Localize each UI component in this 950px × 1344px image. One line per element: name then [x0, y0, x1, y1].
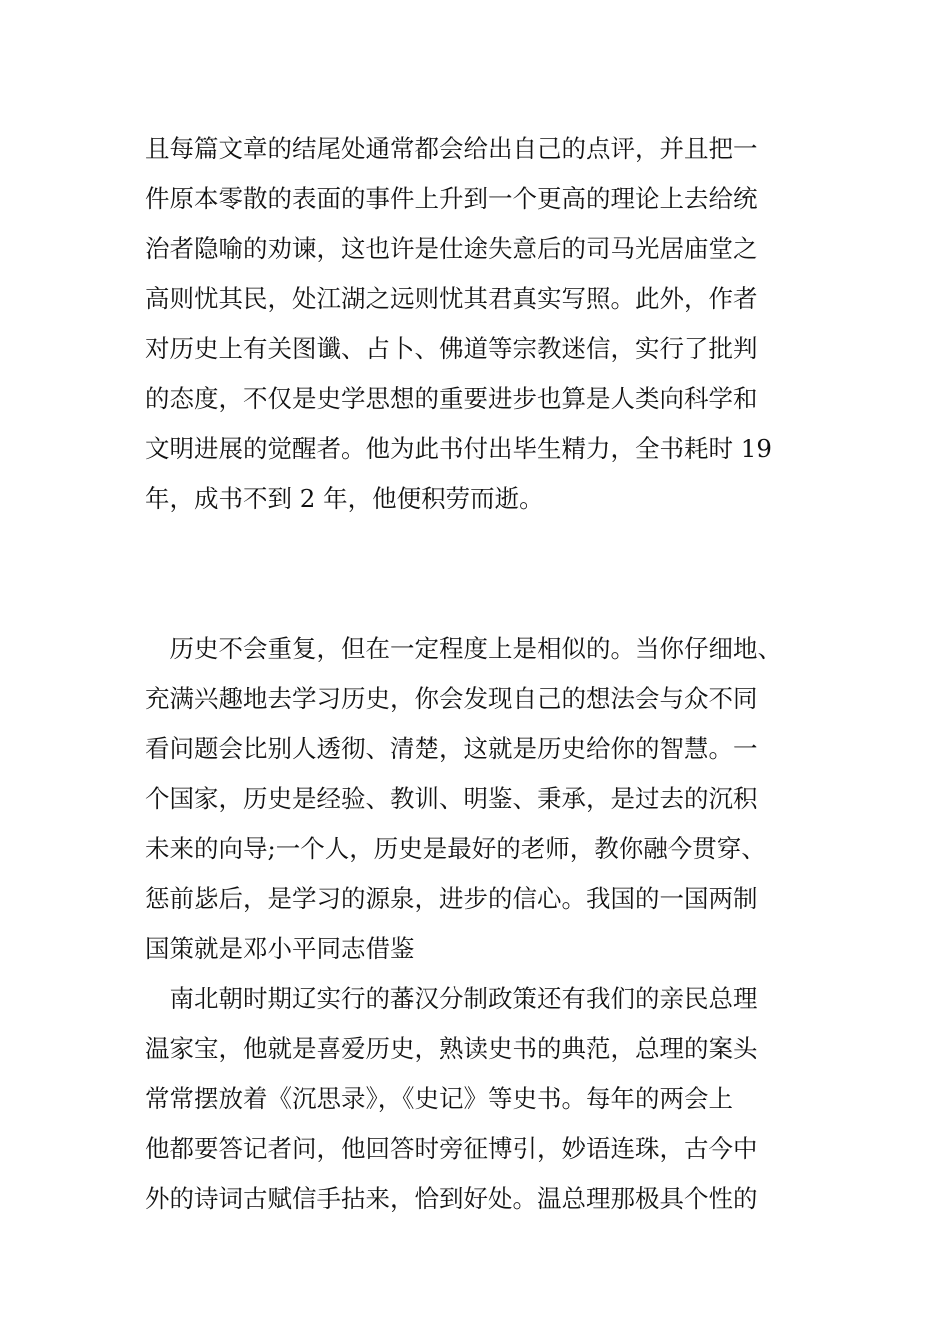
- text-line: 外的诗词古赋信手拈来，恰到好处。温总理那极具个性的: [145, 1184, 758, 1213]
- text-line: 的态度，不仅是史学思想的重要进步也算是人类向科学和: [145, 384, 758, 413]
- text-line: 年，成书不到 2 年，他便积劳而逝。: [145, 484, 544, 513]
- text-line: 未来的向导;一个人，历史是最好的老师，教你融今贯穿、: [145, 834, 766, 863]
- text-line: 且每篇文章的结尾处通常都会给出自己的点评，并且把一: [145, 134, 758, 163]
- text-line: 惩前毖后，是学习的源泉，进步的信心。我国的一国两制: [145, 884, 758, 913]
- paragraph-2: [145, 624, 815, 974]
- text-line: 南北朝时期辽实行的蕃汉分制政策还有我们的亲民总理: [145, 984, 758, 1013]
- text-line: 充满兴趣地去学习历史，你会发现自己的想法会与众不同: [145, 684, 758, 713]
- text-line: 高则忧其民，处江湖之远则忧其君真实写照。此外，作者: [145, 284, 758, 313]
- text-line: 文明进展的觉醒者。他为此书付出毕生精力，全书耗时 19: [145, 434, 772, 463]
- paragraph-1: [145, 124, 815, 524]
- text-line: 他都要答记者问，他回答时旁征博引，妙语连珠，古今中: [145, 1134, 758, 1163]
- text-line: 历史不会重复，但在一定程度上是相似的。当你仔细地、: [145, 634, 782, 663]
- paragraph-3: [145, 974, 815, 1224]
- text-line: 治者隐喻的劝谏，这也许是仕途失意后的司马光居庙堂之: [145, 234, 758, 263]
- text-line: 温家宝，他就是喜爱历史，熟读史书的典范，总理的案头: [145, 1034, 758, 1063]
- text-line: 件原本零散的表面的事件上升到一个更高的理论上去给统: [145, 184, 758, 213]
- text-line: 对历史上有关图谶、占卜、佛道等宗教迷信，实行了批判: [145, 334, 758, 363]
- text-line: 个国家，历史是经验、教训、明鉴、秉承，是过去的沉积: [145, 784, 758, 813]
- text-line: 看问题会比别人透彻、清楚，这就是历史给你的智慧。一: [145, 734, 758, 763]
- text-line: 国策就是邓小平同志借鉴: [145, 934, 415, 963]
- text-line: 常常摆放着《沉思录》，《史记》等史书。每年的两会上: [145, 1084, 733, 1113]
